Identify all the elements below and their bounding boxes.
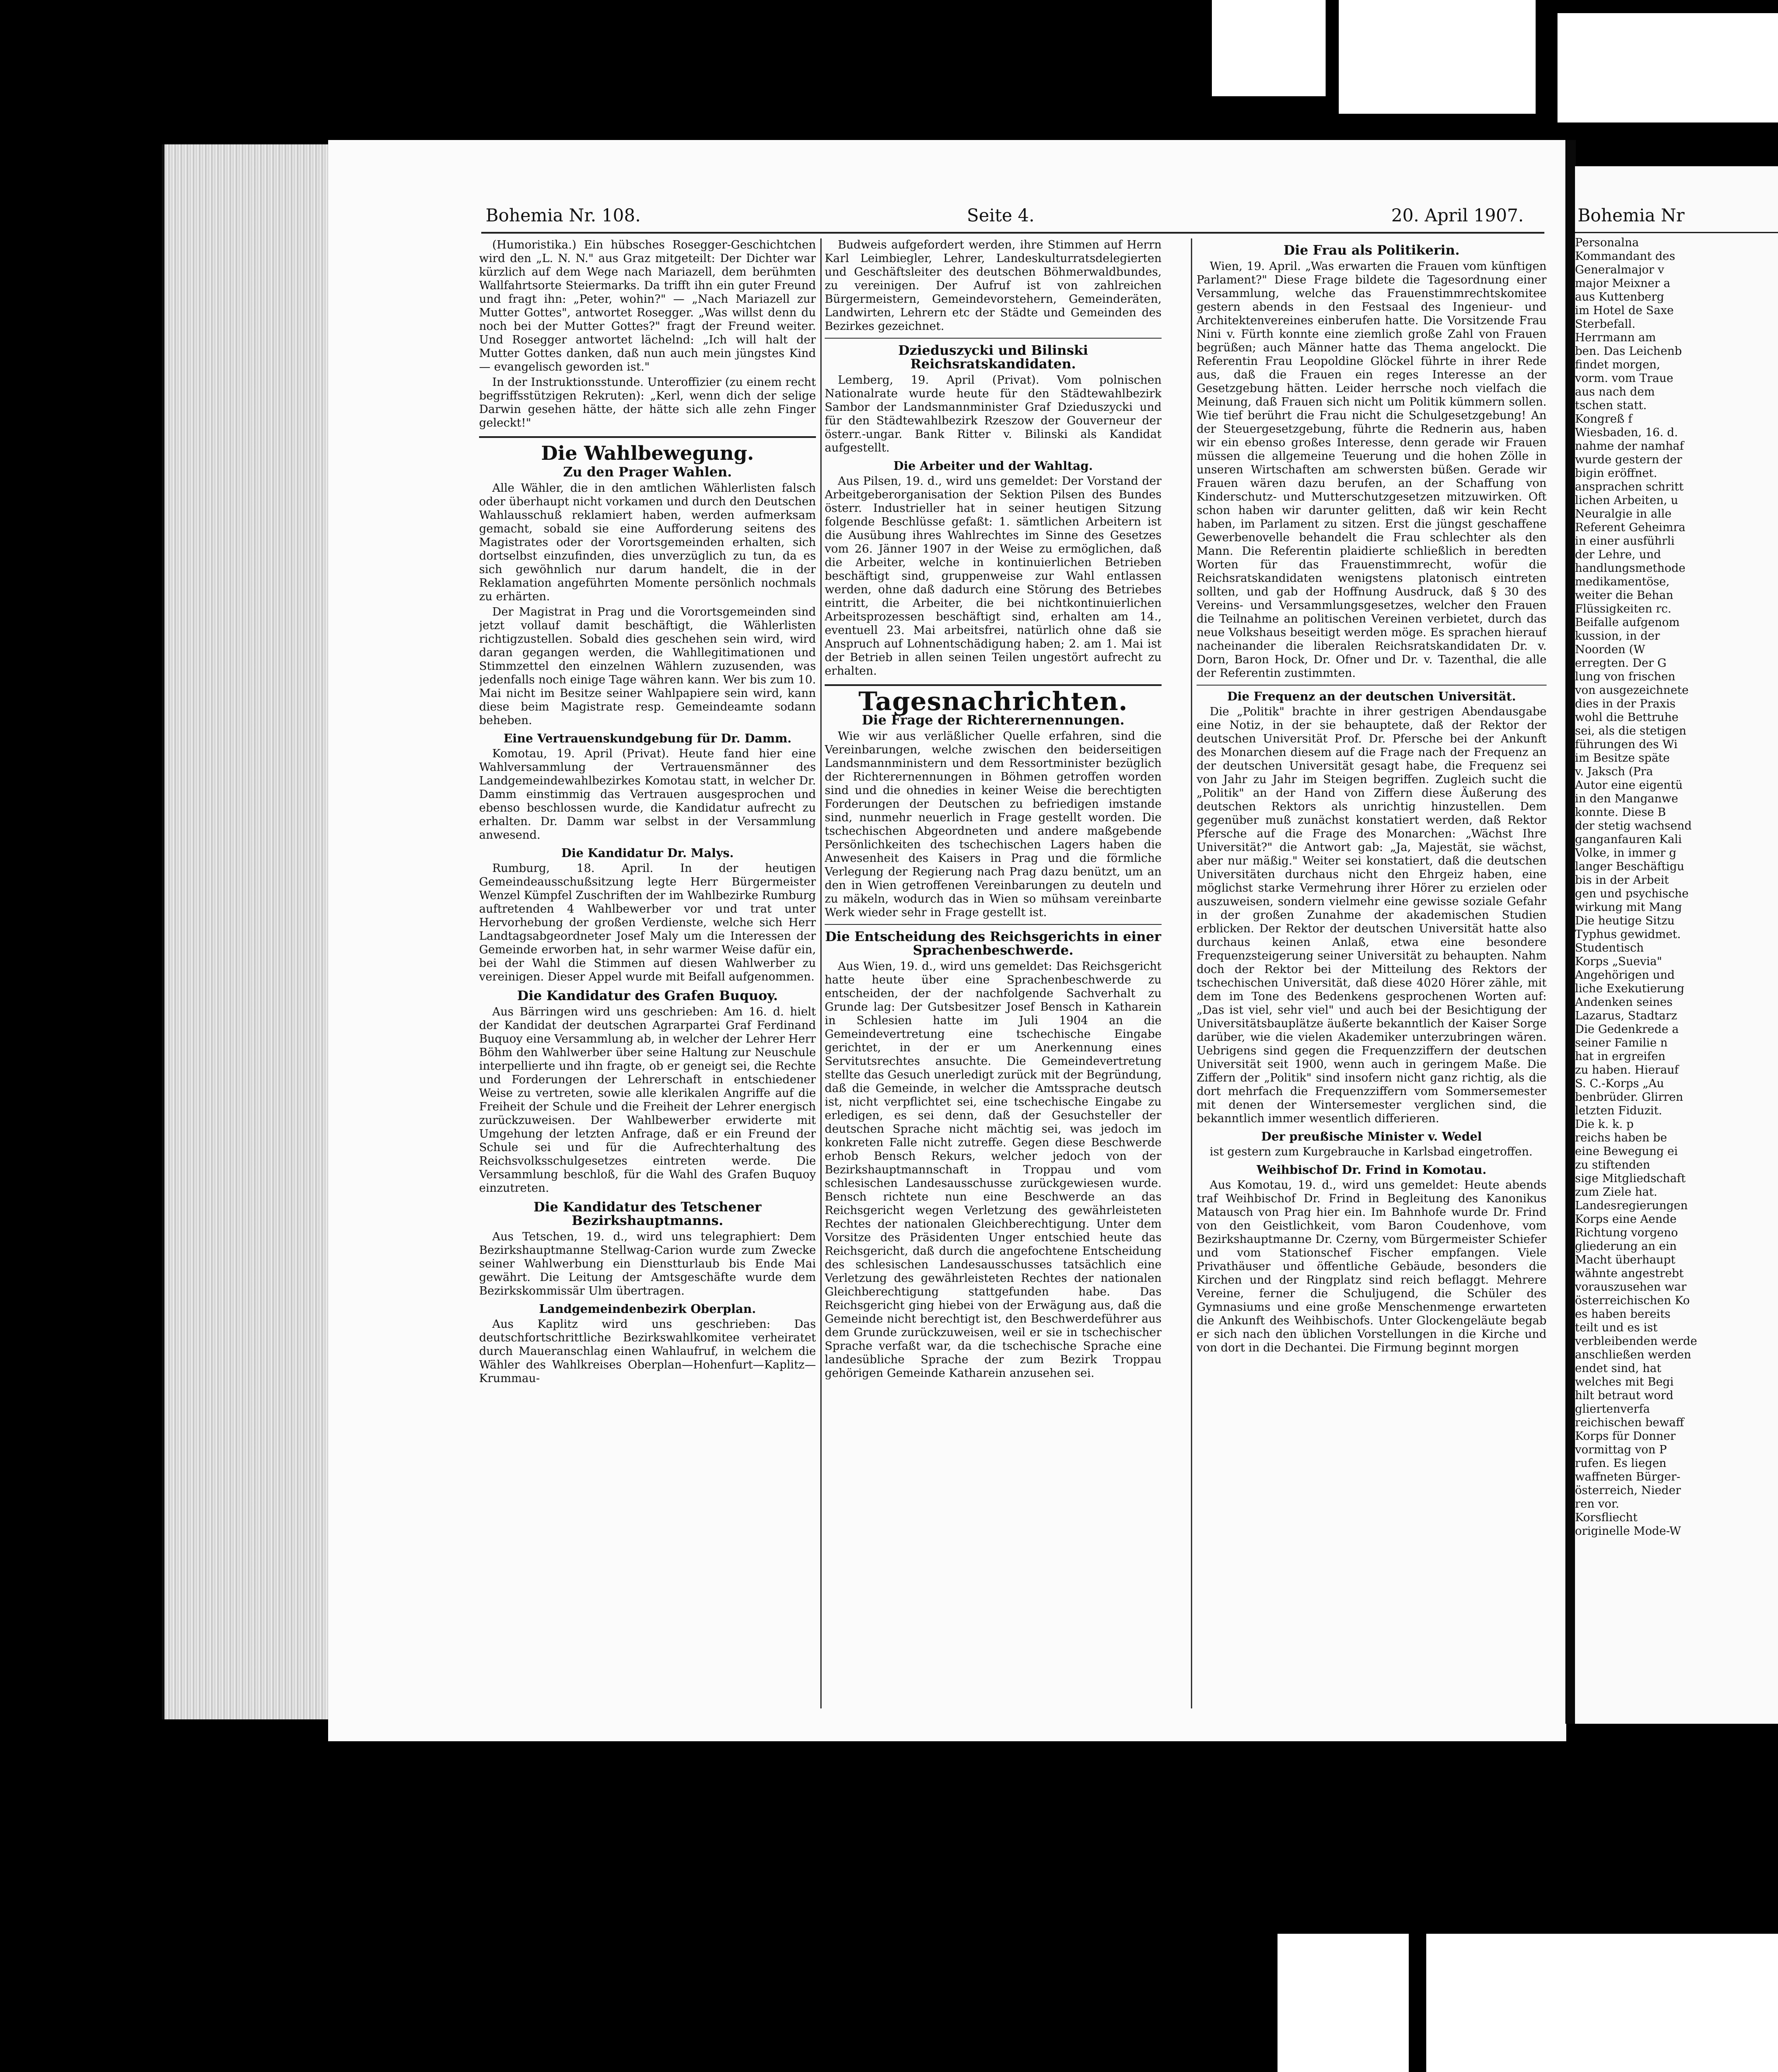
section-rule — [479, 436, 816, 438]
next-page-line: medikamentöse, — [1575, 575, 1670, 588]
next-page-line: Kommandant des — [1575, 250, 1675, 263]
next-page-line: Wiesbaden, 16. d. — [1575, 426, 1678, 439]
article-paragraph: ist gestern zum Kurgebrauche in Karlsbad eingetroffen. — [1210, 1145, 1533, 1158]
next-page-line: erregten. Der G — [1575, 657, 1667, 670]
next-page-line: originelle Mode-W — [1575, 1525, 1681, 1538]
next-page-line: endet sind, hat — [1575, 1362, 1662, 1375]
article-paragraph: Komotau, 19. April (Privat). Heute fand hier eine Wahlversammlung der Vertrauensmänner des Landgemeindewahlbezirkes Komotau statt, in welcher Dr. Damm einstimmig das Vertrauen ausgesprochen und ebenso beschlossen wurde, die Kandidatur aufrecht zu erhalten. Dr. Damm war selbst in der Versammlung anwesend. — [479, 747, 816, 842]
next-page-line: Referent Geheimra — [1575, 521, 1686, 534]
article-paragraph: Aus Kaplitz wird uns geschrieben: Das deutschfortschrittliche Bezirkswahlkomitee verheiratet durch Maueranschlag einen Wahlaufruf, in welchem die Wähler des Wahlkreises Oberplan—Hohenfurt—Kaplitz—Krummau- — [479, 1318, 816, 1385]
next-page-line: wurde gestern der — [1575, 453, 1682, 466]
next-page-header-rule — [1575, 232, 1778, 233]
next-page-line: Die k. k. p — [1575, 1118, 1634, 1131]
next-page-line: liche Exekutierung — [1575, 982, 1684, 995]
next-page-line: waffneten Bürger- — [1575, 1470, 1680, 1484]
next-page-line: weiter die Behan — [1575, 589, 1673, 602]
next-page-line: lichen Arbeiten, u — [1575, 494, 1678, 507]
next-page-line: zu haben. Hierauf — [1575, 1064, 1679, 1077]
next-page-line: im Hotel de Saxe — [1575, 304, 1674, 317]
next-page-line: benbrüder. Glirren — [1575, 1091, 1684, 1104]
article-heading: Dzieduszycki und Bilinski Reichsratskandidaten. — [898, 343, 1088, 372]
column-1 — [479, 238, 816, 1726]
next-page-line: führungen des Wi — [1575, 738, 1678, 751]
next-page-line: kussion, in der — [1575, 630, 1660, 643]
article-paragraph: Aus Komotau, 19. d., wird uns gemeldet: Heute abends traf Weihbischof Dr. Frind in Begleitung des Kanonikus Matausch von Prag hier ein. Im Bahnhofe wurde Dr. Frind von den Geistlichkeit, vom Baron Coudenhove, vom Bezirkshauptmanne Dr. Czerny, vom Bürgermeister Schiefer und vom Stationschef Fischer empfangen. Viele Privathäuser und öffentliche Gebäude, besonders die Kirchen und der Ringplatz sind reich beflaggt. Mehrere Vereine, ferner die Schuljugend, die Schüler des Gymnasiums und eine große Menschenmenge erwarteten die Ankunft des Weihbischofs. Unter Glockengeläute begab er sich nach den üblichen Vorstellungen in die Kirche und von dort in die Dechantei. Die Firmung beginnt morgen — [1197, 1179, 1547, 1354]
next-page-line: gliertenverfa — [1575, 1403, 1650, 1416]
header-rule — [481, 232, 1544, 234]
next-page-line: es haben bereits — [1575, 1308, 1671, 1321]
next-page-line: wähnte angestrebt — [1575, 1267, 1684, 1280]
book-page-edges — [162, 144, 331, 1719]
next-page-line: Sterbefall. — [1575, 318, 1636, 331]
article-paragraph: Der Magistrat in Prag und die Vorortsgemeinden sind jetzt vollauf damit beschäftigt, die Wählerlisten richtigzustellen. Sobald dies geschehen sein wird, wird daran gegangen werden, die Wahllegitimationen und Stimmzettel den einzelnen Wählern zuzusenden, was jedenfalls noch einige Tage währen kann. Wer bis zum 10. Mai nicht im Besitze seiner Wahlpapiere sein wird, kann diese beim Magistrate resp. Gemeindeamte sodann beheben. — [479, 606, 816, 727]
next-page-line: vorm. vom Traue — [1575, 372, 1673, 385]
newspaper-page — [328, 140, 1566, 1741]
article-heading: Die Frau als Politikerin. — [1283, 243, 1460, 258]
next-page-line: langer Beschäftigu — [1575, 860, 1684, 873]
next-page-line: der Lehre, und — [1575, 548, 1661, 561]
next-page-line: ren vor. — [1575, 1498, 1620, 1511]
scan-blot — [1558, 13, 1778, 122]
article-paragraph: Alle Wähler, die in den amtlichen Wählerlisten falsch oder überhaupt nicht vorkamen und durch den Deutschen Wahlausschuß reklamiert haben, werden aufmerksam gemacht, sobald sie eine Aufforderung seitens des Magistrates oder der Vorortsgemeinden erhalten, sich dortselbst einzufinden, dies unverzüglich zu tun, da es sich gewöhnlich nur darum handelt, die in der Reklamation angeführten Momente persönlich nochmals zu erhärten. — [479, 482, 816, 603]
article-paragraph: (Humoristika.) Ein hübsches Rosegger-Geschichtchen wird den „L. N. N." aus Graz mitgeteilt: Der Dichter war kürzlich auf dem Wege nach Mariazell, dem berühmten Wallfahrtsorte Steiermarks. Da trifft ihn ein guter Freund und fragt ihn: „Peter, wohin?" — „Nach Mariazell zur Mutter Gottes", antwortet Rosegger. „Was willst denn du noch bei der Mutter Gottes?" fragt der Freund weiter. Und Rosegger antwortet lächelnd: „Ich will halt der Mutter Gottes danken, daß nun auch mein jüngstes Kind — evangelisch geworden ist." — [479, 238, 816, 374]
header-page-number: Seite 4. — [967, 206, 1035, 226]
next-page-fragment — [1575, 166, 1778, 1724]
next-page-line: im Besitze späte — [1575, 752, 1670, 765]
article-paragraph: Wien, 19. April. „Was erwarten die Frauen vom künftigen Parlament?" Diese Frage bildete die Tagesordnung einer Versammlung, welche das Frauenstimmrechtskomitee gestern abends in den Festsaal des Ingenieur- und Architektenvereines einberufen hatte. Die Vorsitzende Frau Nini v. Fürth konnte eine ziemlich große Zahl von Frauen begrüßen; auch Männer hatte das Thema angelockt. Die Referentin Frau Leopoldine Glöckel führte in ihrer Rede aus, daß die Frauen ein reges Interesse an der Gesetzgebung hätten. Leider herrsche noch vielfach die Meinung, daß Frauen sich nicht um Politik kümmern sollen. Wie tief berührt die Frau nicht die Schulgesetzgebung! An der Steuergesetzgebung, führte die Rednerin aus, haben wir ein ebenso großes Interesse, denn gerade wir Frauen müssen die allgemeine Teuerung und die hohen Zölle in unseren Wirtschaften am schwersten büßen. Gerade wir Frauen wären dazu berufen, an der Schaffung von Kinderschutz- und Mutterschutzgesetzen mitzuwirken. Oft schon haben wir darunter gelitten, daß wir kein Recht haben, im Parlament zu sitzen. Erst die jüngst geschaffene Gewerbenovelle behandelt die Frau schlechter als den Mann. Die Referentin plaidierte schließlich in beredten Worten für das Frauenstimmrecht, wofür die Reichsratskandidaten wenigstens platonisch eintreten sollten, und gab der Hoffnung Ausdruck, daß § 30 des Vereins- und Versammlungsgesetzes, welcher den Frauen die Teilnahme an politischen Vereinen verbietet, durch das neue Volkshaus beseitigt werden möge. Es sprachen hierauf nacheinander die liberalen Reichsratskandidaten Dr. v. Dorn, Baron Hock, Dr. Ofner und Dr. v. Tazenthal, die alle der Referentin zustimmten. — [1197, 260, 1547, 680]
next-page-line: ansprachen schritt — [1575, 480, 1684, 494]
next-page-line: seiner Familie n — [1575, 1036, 1668, 1050]
next-page-line: v. Jaksch (Pra — [1575, 765, 1653, 778]
next-page-line: Autor eine eigentü — [1575, 779, 1683, 792]
article-heading: Weihbischof Dr. Frind in Komotau. — [1256, 1163, 1487, 1177]
section-heading: Die Wahlbewegung. — [541, 442, 754, 465]
next-page-line: in einer ausführli — [1575, 535, 1675, 548]
next-page-line: rufen. Es liegen — [1575, 1457, 1666, 1470]
next-page-line: Andenken seines — [1575, 996, 1673, 1009]
article-paragraph: Wie wir aus verläßlicher Quelle erfahren, sind die Vereinbarungen, welche zwischen den beiderseitigen Landsmannministern und dem Ressortminister bezüglich der Richterernennungen in Böhmen getroffen worden sind und die ohnedies in keiner Weise die berechtigten Forderungen der Deutschen zu befriedigen imstande sind, nunmehr neuerlich in Frage gestellt worden. Die tschechischen Abgeordneten und andere maßgebende Persönlichkeiten des tschechischen Lagers haben die Anwesenheit des Kaisers in Prag und die förmliche Verlegung der Regierung nach Prag dazu benützt, um an den in Wien getroffenen Vereinbarungen zu deuteln und zu mäkeln, wodurch das in Wien so mühsam vereinbarte Werk wieder sehr in Frage gestellt ist. — [825, 730, 1162, 919]
next-page-line: zum Ziele hat. — [1575, 1186, 1658, 1199]
next-page-line: vormittag von P — [1575, 1443, 1667, 1456]
article-paragraph: Rumburg, 18. April. In der heutigen Gemeindeausschußsitzung legte Herr Bürgermeister Wenzel Kümpfel Zuschriften der im Wahlbezirke Rumburg auftretenden 4 Wahlbewerber vor und trat unter Hervorhebung der großen Verdienste, welche sich Herr Landtagsabgeordneter Josef Maly um die Interessen der Gemeinde erworben hat, in sehr warmer Weise dafür ein, bei der Wahl die Stimmen auf diesen Wahlwerber zu vereinigen. Dieser Appel wurde mit Beifall aufgenommen. — [479, 862, 816, 984]
next-page-line: Typhus gewidmet. — [1575, 928, 1681, 941]
next-page-line: hilt betraut word — [1575, 1389, 1673, 1402]
next-page-line: bis in der Arbeit — [1575, 874, 1669, 887]
next-page-line: dies in der Praxis — [1575, 697, 1676, 710]
next-page-line: vorauszusehen war — [1575, 1281, 1687, 1294]
next-page-line: Korps „Suevia" — [1575, 955, 1662, 968]
article-paragraph: Lemberg, 19. April (Privat). Vom polnischen Nationalrate wurde heute für den Städtewahlbezirk Sambor der Landsmannminister Graf Dzieduszycki und für den Städtewahlbezirk Rzeszow der Gouverneur der österr.-ungar. Bank Ritter v. Bilinski als Kandidat aufgestellt. — [825, 374, 1162, 455]
binding-gutter — [1565, 140, 1576, 1724]
article-rule — [825, 338, 1162, 339]
next-page-line: Flüssigkeiten rc. — [1575, 602, 1672, 616]
header-date: 20. April 1907. — [1391, 206, 1524, 226]
next-page-line: letzten Fiduzit. — [1575, 1104, 1662, 1117]
next-page-line: Studentisch — [1575, 942, 1644, 955]
next-page-line: Lazarus, Stadtarz — [1575, 1009, 1677, 1022]
next-page-line: teilt und es ist — [1575, 1321, 1658, 1334]
next-page-line: eine Bewegung ei — [1575, 1145, 1678, 1158]
next-page-line: Richtung vorgeno — [1575, 1226, 1678, 1239]
next-page-column — [1575, 236, 1778, 1538]
next-page-line: zu stiftenden — [1575, 1158, 1650, 1172]
next-page-line: konnte. Diese B — [1575, 806, 1666, 819]
next-page-line: österreich, Nieder — [1575, 1484, 1681, 1497]
next-page-line: gliederung an ein — [1575, 1240, 1677, 1253]
article-heading: Der preußische Minister v. Wedel — [1261, 1130, 1482, 1144]
next-page-line: bigin eröffnet. — [1575, 467, 1657, 480]
column-rule — [1191, 238, 1192, 1708]
article-paragraph: In der Instruktionsstunde. Unteroffizier (zu einem recht begriffsstützigen Rekruten): „Kerl, wenn dich der selige Darwin gesehen hätte, der hätte sich alle zehn Finger geleckt!" — [479, 376, 816, 430]
next-page-line: ben. Das Leichenb — [1575, 345, 1682, 358]
article-heading: Die Kandidatur des Grafen Buquoy. — [517, 988, 778, 1004]
article-paragraph: Aus Tetschen, 19. d., wird uns telegraphiert: Dem Bezirkshauptmanne Stellwag-Carion wurde zum Zwecke seiner Wahlwerbung ein Dienstturlaub bis Ende Mai gewährt. Die Leitung der Amtsgeschäfte wurde dem Bezirkskommissär Ulm übertragen. — [479, 1230, 816, 1298]
next-page-line: nahme der namhaf — [1575, 440, 1684, 453]
article-heading: Zu den Prager Wahlen. — [563, 465, 732, 480]
next-page-line: aus nach dem — [1575, 385, 1655, 399]
next-page-line: Kongreß f — [1575, 413, 1632, 426]
next-page-line: sige Mitgliedschaft — [1575, 1172, 1686, 1185]
article-heading: Die Arbeiter und der Wahltag. — [893, 459, 1093, 473]
next-page-line: tschen statt. — [1575, 399, 1647, 412]
next-page-line: Herrmann am — [1575, 331, 1656, 344]
next-page-line: der stetig wachsend — [1575, 819, 1692, 833]
next-page-line: reichischen bewaff — [1575, 1416, 1684, 1429]
next-page-line: Noorden (W — [1575, 643, 1645, 656]
scan-blot — [1212, 0, 1326, 96]
next-page-line: hat in ergreifen — [1575, 1050, 1666, 1063]
article-heading: Eine Vertrauenskundgebung für Dr. Damm. — [503, 732, 792, 746]
header-publication: Bohemia Nr. 108. — [486, 206, 641, 226]
article-heading: Die Kandidatur Dr. Malys. — [561, 847, 734, 860]
next-page-line: Korsfliecht — [1575, 1511, 1638, 1524]
next-page-line: ganganfauren Kali — [1575, 833, 1682, 846]
next-page-line: Macht überhaupt — [1575, 1253, 1676, 1267]
next-page-line: sei, als die stetigen — [1575, 724, 1687, 738]
next-page-line: in den Manganwe — [1575, 792, 1678, 805]
section-heading: Tagesnachrichten. — [858, 686, 1128, 716]
next-page-line: österreichischen Ko — [1575, 1294, 1690, 1307]
next-page-line: Die Gedenkrede a — [1575, 1023, 1679, 1036]
next-page-line: wohl die Bettruhe — [1575, 711, 1679, 724]
article-heading: Die Frage der Richterernennungen. — [861, 713, 1125, 728]
next-page-line: Angehörigen und — [1575, 969, 1675, 982]
next-page-line: von ausgezeichnete — [1575, 684, 1689, 697]
next-page-line: findet morgen, — [1575, 358, 1660, 371]
column-rule — [820, 238, 822, 1708]
next-page-line: Generalmajor v — [1575, 263, 1664, 276]
article-heading: Die Frequenz an der deutschen Universität. — [1227, 690, 1516, 704]
next-page-line: Personalna — [1575, 236, 1639, 249]
article-heading: Die Kandidatur des Tetschener Bezirkshauptmanns. — [533, 1200, 762, 1228]
next-page-header: Bohemia Nr — [1578, 206, 1685, 226]
next-page-line: aus Kuttenberg — [1575, 290, 1664, 304]
next-page-line: Korps für Donner — [1575, 1430, 1676, 1443]
article-rule — [825, 924, 1162, 925]
next-page-line: welches mit Begi — [1575, 1376, 1674, 1389]
next-page-line: Korps eine Aende — [1575, 1213, 1677, 1226]
next-page-line: Die heutige Sitzu — [1575, 914, 1675, 928]
next-page-line: anschließen werden — [1575, 1348, 1691, 1362]
article-heading: Die Entscheidung des Reichsgerichts in einer Sprachenbeschwerde. — [825, 929, 1162, 958]
next-page-line: Beifalle aufgenom — [1575, 616, 1680, 629]
article-paragraph: Aus Pilsen, 19. d., wird uns gemeldet: Der Vorstand der Arbeitgeberorganisation der Sektion Pilsen des Bundes österr. Industrieller hat in seiner heutigen Sitzung folgende Beschlüsse gefaßt: 1. sämtlichen Arbeitern ist die Ausübung ihres Wahlrechtes im Sinne des Gesetzes vom 26. Jänner 1907 in der Weise zu ermöglichen, daß die Arbeiter, welche in kontinuierlichen Betrieben beschäftigt sind, gruppenweise zur Wahl entlassen werden, ohne daß dadurch eine Störung des Betriebes eintritt, die Arbeiter, die bei nichtkontinuierlichen Arbeitsprozessen beschäftigt sind, erhalten am 14., eventuell 23. Mai arbeitsfrei, natürlich ohne daß sie Anspruch auf Lohnentschädigung haben; 2. am 1. Mai ist der Betrieb in allen seinen Teilen ungestört aufrecht zu erhalten. — [825, 475, 1162, 678]
scan-blot — [1278, 1934, 1409, 2072]
scan-blot — [1339, 0, 1536, 114]
article-paragraph: Aus Wien, 19. d., wird uns gemeldet: Das Reichsgericht hatte heute über eine Sprachenbeschwerde zu entscheiden, der der nachfolgende Sachverhalt zu Grunde lag: Der Gutsbesitzer Josef Bensch in Katharein in Schlesien hatte im Juli 1904 an die Gemeindevertretung eine tschechische Eingabe gerichtet, in der er um Anerkennung eines Servitutsrechtes ansuchte. Die Gemeindevertretung stellte das Gesuch unerledigt zurück mit der Begründung, daß die Gemeinde, in welcher die Amtssprache deutsch ist, nicht verpflichtet sei, eine tschechische Eingabe zu erledigen, es sei denn, daß der Gesuchsteller der deutschen Sprache nicht mächtig sei, was jedoch im konkreten Falle nicht zutreffe. Gegen diese Beschwerde erhob Bensch Rekurs, welcher jedoch von der Bezirkshauptmannschaft in Troppau und vom schlesischen Landesausschusse zurückgewiesen wurde. Bensch richtete nun eine Beschwerde an das Reichsgericht wegen Verletzung des gewährleisteten Rechtes der nationalen Gleichberechtigung. Unter dem Vorsitze des Präsidenten Unger entschied heute das Reichsgericht, daß durch die angefochtene Entscheidung des schlesischen Landesausschusses tatsächlich eine Verletzung des gewährleisteten Rechtes der nationalen Gleichberechtigung stattgefunden habe. Das Reichsgericht ging hiebei von der Erwägung aus, daß die Gemeinde nicht berechtigt ist, den Beschwerdeführer aus dem Grunde zurückzuweisen, weil er sie in tschechischer Sprache verfaßt war, da die tschechische Sprache eine landesübliche Sprache der zum Bezirk Troppau gehörigen Gemeinde Katharein anzusehen sei. — [825, 960, 1162, 1380]
section-rule — [825, 684, 1162, 686]
next-page-line: wirkung mit Mang — [1575, 901, 1682, 914]
article-rule — [1197, 685, 1547, 686]
scan-blot — [1426, 1934, 1778, 2072]
next-page-line: S. C.-Korps „Au — [1575, 1077, 1664, 1090]
article-paragraph: Budweis aufgefordert werden, ihre Stimmen auf Herrn Karl Leimbiegler, Lehrer, Landeskulturratsdelegierten und Geschäftsleiter des deutschen Böhmerwaldbundes, zu vereinigen. Der Aufruf ist von zahlreichen Bürgermeistern, Gemeindevorstehern, Gemeinderäten, Landwirten, Lehrern etc der Städte und Gemeinden des Bezirkes gezeichnet. — [825, 238, 1162, 333]
column-3 — [1197, 238, 1547, 1726]
article-paragraph: Aus Bärringen wird uns geschrieben: Am 16. d. hielt der Kandidat der deutschen Agrarpartei Graf Ferdinand Buquoy eine Versammlung ab, in welcher der Lehrer Herr Böhm den Wahlwerber über seine Haltung zur Neuschule interpellierte und ihn fragte, ob er geneigt sei, die Rechte und Forderungen der Lehrerschaft in entschiedener Weise zu vertreten, sowie alle klerikalen Angriffe auf die Freiheit der Schule und die Freiheit der Lehrer energisch zurückzuweisen. Der Wahlbewerber erwiderte mit Umgehung der letzten Anfrage, daß er ein Freund der Schule sei und für die Aufrechterhaltung des Reichsvolksschulgesetzes eintreten werde. Die Versammlung beschloß, für die Wahl des Grafen Buquoy einzutreten. — [479, 1005, 816, 1195]
next-page-line: Neuralgie in alle — [1575, 508, 1672, 521]
next-page-line: verbleibenden werde — [1575, 1335, 1698, 1348]
next-page-line: reichs haben be — [1575, 1131, 1667, 1144]
next-page-line: Volke, in immer g — [1575, 847, 1676, 860]
article-heading: Landgemeindenbezirk Oberplan. — [539, 1302, 756, 1316]
column-2 — [825, 238, 1162, 1726]
next-page-line: gen und psychische — [1575, 887, 1689, 900]
next-page-line: Landesregierungen — [1575, 1199, 1688, 1212]
next-page-line: major Meixner a — [1575, 277, 1670, 290]
next-page-line: handlungsmethode — [1575, 562, 1686, 575]
article-paragraph: Die „Politik" brachte in ihrer gestrigen Abendausgabe eine Notiz, in der sie behauptete, daß der Rektor der deutschen Universität Prof. Dr. Pfersche bei der Ankunft des Monarchen diesem auf die Frage nach der Frequenz an der deutschen Universität gesagt habe, die Frequenz sei von Jahr zu Jahr im Steigen begriffen. Zugleich sucht die „Politik" an der Hand von Ziffern diese Äußerung des deutschen Rektors als unrichtig hinzustellen. Dem gegenüber muß zunächst konstatiert werden, daß Rektor Pfersche auf die Frage des Monarchen: „Wächst Ihre Universität?" die Antwort gab: „Ja, Majestät, sie wächst, aber nur mäßig." Weiter sei konstatiert, daß die deutschen Universitäten durchaus nicht den Ehrgeiz haben, eine möglichst starke Vermehrung ihrer Hörer zu erzielen oder auszuweisen, sondern vielmehr eine gewisse soziale Gefahr in der großen Zunahme der akademischen Studien erblicken. Der Rektor der deutschen Universität hatte also durchaus keinen Anlaß, etwa eine besondere Frequenzsteigerung seiner Universität zu behaupten. Nahm doch der Rektor bei der Mitteilung des Rektors der tschechischen Universität, daß diese 4020 Hörer zähle, mit dem im Tone des Bedenkens gesprochenen Worten auf: „Das ist viel, sehr viel" und auch bei der Besichtigung der Universitätsbauplätze äußerte bekanntlich der Kaiser Sorge darüber, wie die vielen Akademiker unterzubringen wären. Uebrigens sind gegen die Frequenzziffern der deutschen Universität seit 1900, wenn auch in geringem Maße. Die Ziffern der „Politik" sind insofern nicht ganz richtig, als die dort mehrfach die Frequenzziffern vom Sommersemester mit denen der Wintersemester verglichen sind, die bekanntlich immer wesentlich differieren. — [1197, 705, 1547, 1125]
next-page-line: lung von frischen — [1575, 670, 1676, 683]
